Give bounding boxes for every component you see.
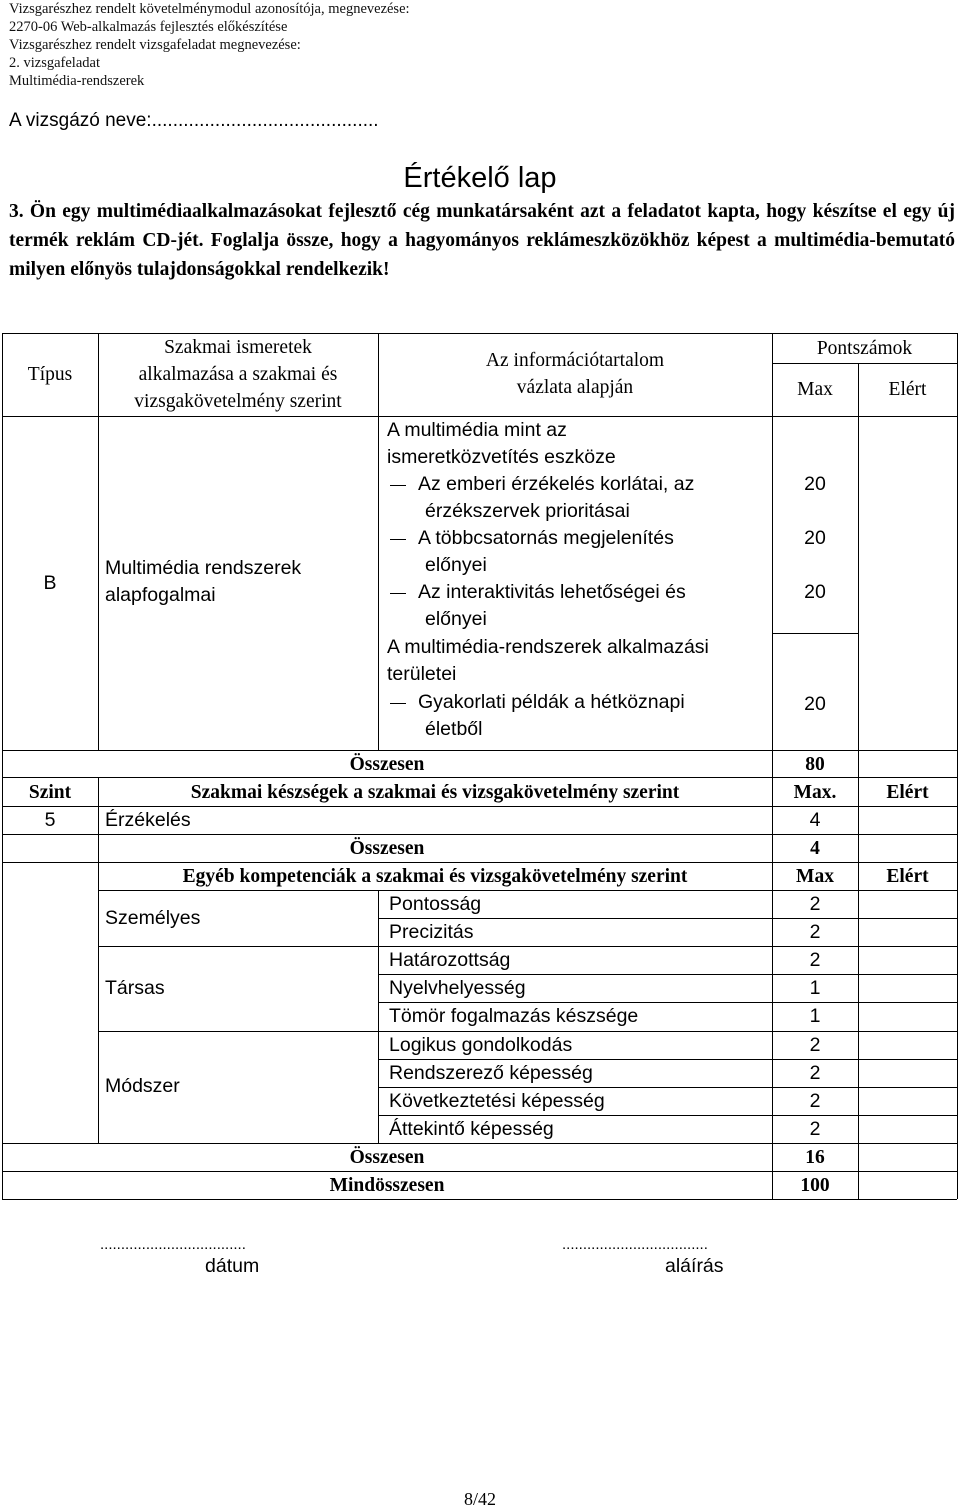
- date-dots: ...................................: [100, 1236, 246, 1253]
- competency-label: Rendszerező képesség: [389, 1062, 593, 1084]
- item4-line1: Gyakorlati példák a hétköznapi: [418, 691, 685, 713]
- item4-max: 20: [804, 693, 826, 715]
- header-task-name: Multimédia-rendszerek: [9, 73, 145, 89]
- dash-bullet: [390, 593, 406, 594]
- competency-label: Tömör fogalmazás készsége: [389, 1005, 639, 1027]
- knowledge-total-label: Összesen: [349, 754, 425, 775]
- col-knowledge-header-2: alkalmazása a szakmai és: [138, 364, 338, 385]
- row-topic-2: alapfogalmai: [105, 584, 216, 606]
- competency-max: 2: [809, 921, 821, 943]
- skills-total-max: 4: [810, 838, 820, 859]
- grand-total-label: Mindösszesen: [329, 1175, 445, 1196]
- group-method: Módszer: [105, 1075, 180, 1097]
- competency-label: Logikus gondolkodás: [389, 1034, 573, 1056]
- item2-line1: A többcsatornás megjelenítés: [418, 527, 674, 549]
- item2-max: 20: [804, 527, 826, 549]
- competency-max: 2: [809, 1062, 821, 1084]
- col-knowledge-header-1: Szakmai ismeretek: [164, 337, 312, 358]
- page-title: Értékelő lap: [403, 162, 557, 194]
- group-personal: Személyes: [105, 907, 201, 929]
- item1-line1: Az emberi érzékelés korlátai, az: [418, 473, 695, 495]
- competency-label: Precizitás: [389, 921, 474, 943]
- competencies-total-max: 16: [805, 1147, 825, 1168]
- competency-label: Következtetési képesség: [389, 1090, 605, 1112]
- col-skills-achieved-header: Elért: [886, 782, 929, 803]
- competencies-total-label: Összesen: [349, 1147, 425, 1168]
- header-task-label: Vizsgarészhez rendelt vizsgafeladat megnevezése:: [9, 37, 301, 53]
- header-module-label: Vizsgarészhez rendelt követelménymodul azonosítója, megnevezése:: [9, 1, 410, 17]
- section2-heading-1: A multimédia-rendszerek alkalmazási: [387, 636, 709, 658]
- col-max-header: Max: [797, 379, 833, 400]
- page-number: 8/42: [463, 1489, 496, 1509]
- date-label: dátum: [205, 1255, 260, 1277]
- skill-level: 5: [44, 809, 56, 831]
- col-knowledge-header-3: vizsgakövetelmény szerint: [134, 391, 342, 412]
- row-topic-1: Multimédia rendszerek: [105, 557, 302, 579]
- competency-max: 2: [809, 1118, 821, 1140]
- competency-label: Határozottság: [389, 949, 511, 971]
- col-skills-header: Szakmai készségek a szakmai és vizsgakövetelmény szerint: [190, 782, 680, 803]
- col-achieved-header: Elért: [888, 379, 927, 400]
- competencies-header: Egyéb kompetenciák a szakmai és vizsgakövetelmény szerint: [182, 866, 688, 887]
- grand-total-max: 100: [800, 1175, 830, 1196]
- dash-bullet: [390, 485, 406, 486]
- item3-line2: előnyei: [425, 608, 487, 630]
- competency-label: Pontosság: [389, 893, 482, 915]
- header-task-number: 2. vizsgafeladat: [9, 55, 100, 71]
- row-type: B: [43, 572, 57, 594]
- item2-line2: előnyei: [425, 554, 487, 576]
- section1-heading-2: ismeretközvetítés eszköze: [387, 446, 616, 468]
- competency-max: 2: [809, 949, 821, 971]
- competency-label: Nyelvhelyesség: [389, 977, 526, 999]
- col-type-header: Típus: [27, 364, 73, 385]
- col-points-header: Pontszámok: [816, 338, 913, 359]
- competency-max: 2: [809, 893, 821, 915]
- signature-dots: ...................................: [562, 1236, 708, 1253]
- item3-max: 20: [804, 581, 826, 603]
- knowledge-total-max: 80: [805, 754, 825, 775]
- item4-line2: életből: [425, 718, 483, 740]
- col-skills-max-header: Max.: [793, 782, 837, 803]
- competency-max: 1: [809, 1005, 821, 1027]
- competency-max: 1: [809, 977, 821, 999]
- competency-max: 2: [809, 1034, 821, 1056]
- dash-bullet: [390, 703, 406, 704]
- competency-max: 2: [809, 1090, 821, 1112]
- competency-label: Áttekintő képesség: [389, 1118, 554, 1140]
- skill-name: Érzékelés: [105, 809, 191, 831]
- skills-total-label: Összesen: [349, 838, 425, 859]
- item1-line2: érzékszervek prioritásai: [425, 500, 630, 522]
- section2-heading-2: területei: [387, 663, 457, 685]
- competencies-achieved-header: Elért: [886, 866, 929, 887]
- header-module-name: 2270-06 Web-alkalmazás fejlesztés előkészítése: [9, 19, 288, 35]
- competencies-max-header: Max: [796, 866, 834, 887]
- col-info-header-1: Az információtartalom: [485, 350, 665, 371]
- col-level-header: Szint: [28, 782, 72, 803]
- col-info-header-2: vázlata alapján: [516, 377, 634, 398]
- item1-max: 20: [804, 473, 826, 495]
- signature-label: aláírás: [665, 1255, 724, 1277]
- dash-bullet: [390, 539, 406, 540]
- item3-line1: Az interaktivitás lehetőségei és: [418, 581, 686, 603]
- group-social: Társas: [105, 977, 165, 999]
- examinee-name-field: A vizsgázó neve:...........................................: [9, 110, 379, 131]
- skill-max: 4: [809, 809, 821, 831]
- task-description: 3. Ön egy multimédiaalkalmazásokat fejlesztő cég munkatársaként azt a feladatot kapta, hogy készítse el egy új termék reklám CD-jét. Foglalja össze, hogy a hagyományos reklámeszközökhöz képest a multimédia-bemutató milyen előnyös tulajdonságokkal rendelkezik!: [9, 201, 955, 280]
- section1-heading-1: A multimédia mint az: [387, 419, 567, 441]
